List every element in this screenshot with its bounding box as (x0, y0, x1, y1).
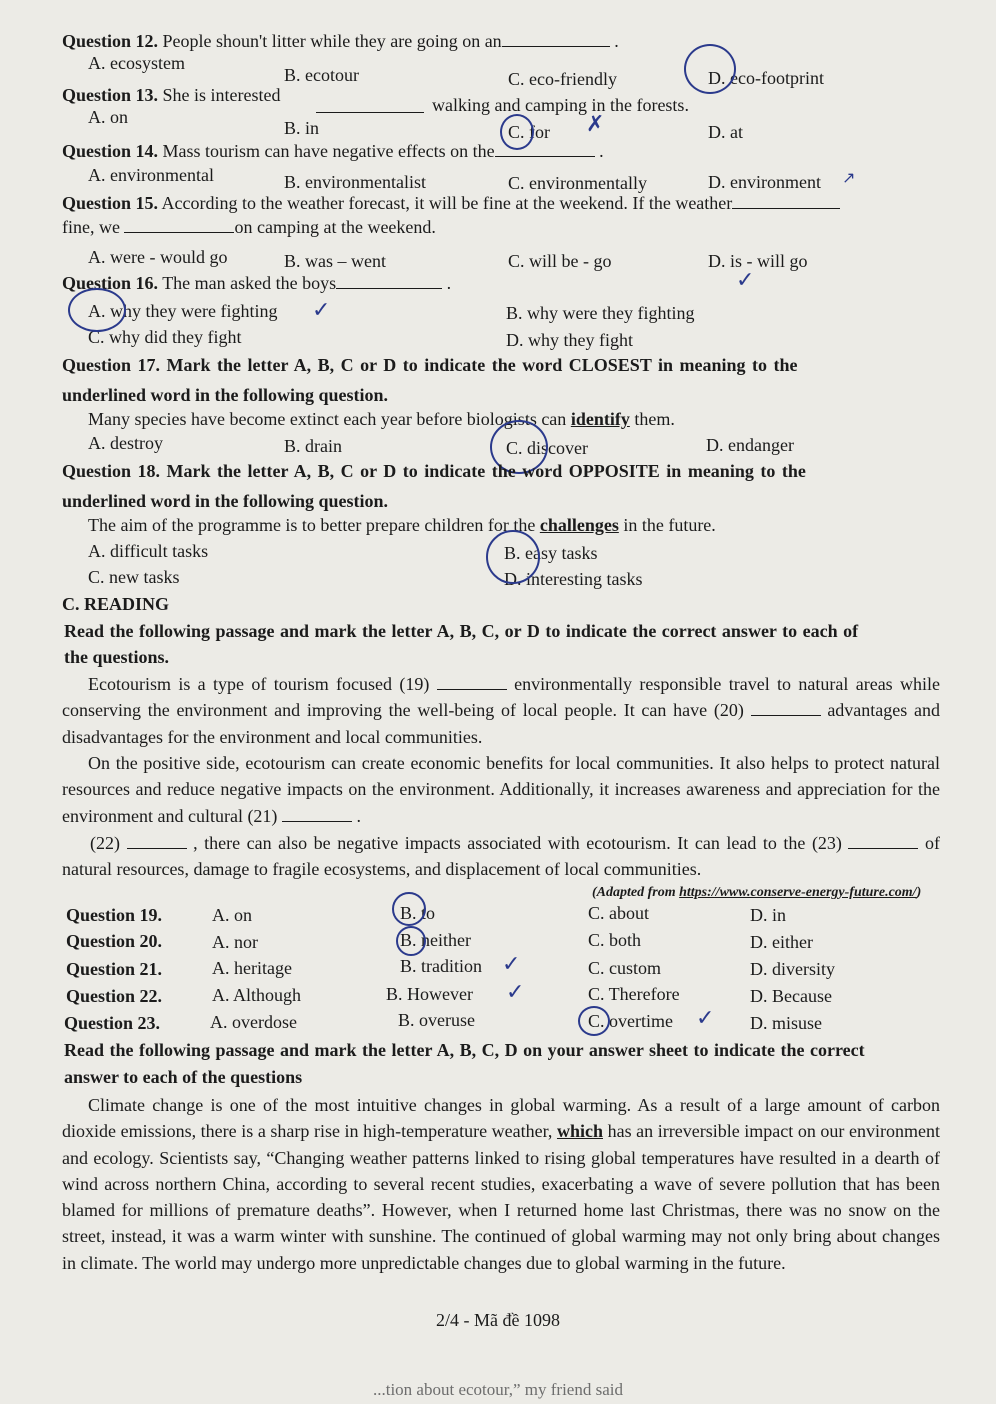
q13-option-a: A. on (88, 107, 128, 127)
q20-option-a: A. nor (212, 932, 258, 952)
answer-blank (124, 218, 234, 233)
q16-option-b: B. why were they fighting (506, 303, 695, 323)
q17-option-d: D. endanger (706, 435, 794, 455)
hand-tick-mark-icon: ✓ (506, 980, 525, 1005)
answer-row-19-label: Question 19. (66, 905, 163, 925)
q15-option-d: D. is - will go (708, 251, 808, 271)
question-17-sentence: Many species have become extinct each year before biologists can identify them. (88, 409, 675, 429)
hand-circle-mark (68, 288, 126, 332)
q23-option-d: D. misuse (750, 1013, 822, 1033)
answer-blank (751, 701, 821, 716)
q14-option-b: B. environmentalist (284, 172, 426, 192)
answer-blank (127, 834, 187, 849)
next-page-bleed-text: ...tion about ecotour,” my friend said (372, 1380, 623, 1399)
reading-2-instruction-2: answer to each of the questions (64, 1067, 303, 1087)
reading-paragraph-3: (22) , there can also be negative impacts associated with ecotourism. It can lead to the (23) of natural resources, damage to fragile ecosystems, and displacement of local communities. (62, 833, 941, 880)
q15-option-a: A. were - would go (88, 247, 228, 267)
hand-circle-mark (396, 926, 426, 956)
q23-option-a: A. overdose (210, 1012, 297, 1032)
underlined-word: identify (570, 409, 630, 429)
question-14-stem: Question 14. Mass tourism can have negative effects on the . (62, 141, 604, 161)
q17-option-b: B. drain (284, 436, 342, 456)
q18-option-b: B. easy tasks (504, 543, 598, 563)
q22-option-a: A. Although (212, 985, 302, 1005)
question-16-stem: Question 16. The man asked the boys . (62, 273, 452, 293)
reading-2-passage: Climate change is one of the most intuitive changes in global warming. As a result of a large amount of carbon dioxide emissions, there is a sharp rise in high-temperature weather, which has an irreversible impact on our environment and ecology. Scientists say, “Changing weather patterns linked to rising global temperatures have resulted in a dearth of wind across northern China, according to several recent studies, exacerbating a wave of severe pollution that has been blamed for millions of premature deaths”. However, when I returned home last Christmas, there was no snow on the street, instead, it was a warm winter with sunshine. The continued of global warming may not only bring about changes in climate. The world may undergo more unpredictable changes due to global warming in the future. (62, 1095, 940, 1273)
question-13-stem-end: walking and camping in the forests. (432, 95, 689, 115)
q14-option-c: C. environmentally (508, 173, 647, 193)
answer-row-22-label: Question 22. (66, 986, 163, 1006)
q12-option-a: A. ecosystem (88, 53, 185, 73)
hand-circle-mark (684, 44, 736, 94)
question-13-stem: Question 13. She is interested (62, 85, 281, 105)
q13-option-b: B. in (284, 118, 320, 138)
question-15-stem: Question 15. According to the weather forecast, it will be fine at the weekend. If the weather (62, 192, 840, 214)
source-citation: (Adapted from https://www.conserve-energy-future.com/) (592, 885, 922, 900)
question-12-stem: Question 12. People shoun't litter while they are going on an . (62, 31, 619, 51)
question-17-instruction-2: underlined word in the following question. (62, 385, 389, 405)
q13-option-d: D. at (708, 122, 743, 142)
q15-option-c: C. will be - go (508, 251, 612, 271)
question-18-sentence: The aim of the programme is to better prepare children for the challenges in the future. (88, 515, 716, 535)
question-12-title: Question 12. (62, 31, 159, 51)
source-link[interactable]: https://www.conserve-energy-future.com/ (679, 885, 917, 900)
hand-circle-mark (392, 892, 426, 926)
answer-row-21-label: Question 21. (66, 959, 163, 979)
q18-option-c: C. new tasks (88, 567, 180, 587)
q17-option-c: C. discover (506, 438, 588, 458)
q21-option-d: D. diversity (750, 959, 835, 979)
answer-blank (732, 194, 840, 209)
q14-option-a: A. environmental (88, 165, 214, 185)
q16-option-d: D. why they fight (506, 330, 633, 350)
q16-option-c: C. why did they fight (88, 327, 242, 347)
reading-instruction: Read the following passage and mark the letter A, B, C, or D to indicate the correct answer to each of (64, 621, 859, 641)
q20-option-b: B. neither (400, 930, 471, 950)
q20-option-c: C. both (588, 930, 642, 950)
hand-circle-mark (486, 530, 540, 584)
answer-blank (316, 96, 424, 118)
q16-option-a: A. why they were fighting (88, 301, 278, 321)
q19-option-d: D. in (750, 905, 786, 925)
hand-cross-mark-icon: ✗ (586, 112, 605, 137)
q23-option-c: C. overtime (588, 1011, 673, 1031)
q20-option-d: D. either (750, 932, 813, 952)
q18-option-a: A. difficult tasks (88, 541, 209, 561)
answer-blank (336, 274, 442, 289)
q21-option-b: B. tradition (400, 956, 482, 976)
answer-blank (282, 807, 352, 822)
q18-option-d: D. interesting tasks (504, 569, 643, 589)
answer-blank (848, 834, 918, 849)
q22-option-c: C. Therefore (588, 984, 680, 1004)
q21-option-c: C. custom (588, 958, 662, 978)
question-17-instruction: Question 17. Mark the letter A, B, C or D to indicate the word CLOSEST in meaning to the (62, 355, 798, 375)
underlined-word: challenges (539, 515, 619, 535)
q14-option-d: D. environment (708, 172, 821, 192)
question-15-stem-2: fine, we on camping at the weekend. (62, 217, 436, 237)
reading-2-instruction: Read the following passage and mark the letter A, B, C, D on your answer sheet to indicate the correct (64, 1040, 865, 1060)
hand-tick-mark-icon: ✓ (312, 298, 331, 323)
q19-option-a: A. on (212, 905, 252, 925)
question-18-instruction: Question 18. Mark the letter A, B, C or D to indicate the word OPPOSITE in meaning to the (62, 461, 806, 481)
q22-option-d: D. Because (750, 986, 832, 1006)
q22-option-b: B. However (386, 984, 473, 1004)
q21-option-a: A. heritage (212, 958, 292, 978)
q23-option-b: B. overuse (398, 1010, 475, 1030)
q13-option-c: C. for (508, 122, 550, 142)
hand-tick-mark-icon: ✓ (502, 952, 521, 977)
q19-option-b: B. to (400, 903, 436, 923)
reading-instruction-2: the questions. (64, 647, 170, 667)
q19-option-c: C. about (588, 903, 649, 923)
answer-blank (437, 675, 507, 690)
q15-option-b: B. was – went (284, 251, 386, 271)
page-footer: 2/4 - Mã đề 1098 (436, 1310, 560, 1330)
hand-tick-mark-icon: ↗ (842, 168, 856, 187)
section-heading: C. READING (62, 594, 170, 614)
q12-option-b: B. ecotour (284, 65, 359, 85)
reading-paragraph-2: On the positive side, ecotourism can create economic benefits for local communities. It also helps to protect natural resources and reduce negative impacts on the environment. Additionally, it increases awareness and appreciation for the environment and cultural (21) . (62, 753, 940, 826)
answer-row-20-label: Question 20. (66, 931, 163, 951)
q12-option-d: D. eco-footprint (708, 68, 824, 88)
hand-tick-mark-icon: ✓ (696, 1006, 715, 1031)
answer-blank (495, 142, 595, 157)
reading-paragraph-1: Ecotourism is a type of tourism focused (19) environmentally responsible travel to natural areas while conserving the environment and improving the well-being of local people. It can have (20) advantages and disadvantages for the environment and local communities. (62, 674, 941, 747)
answer-blank (502, 32, 610, 47)
underlined-word: which (556, 1121, 603, 1142)
hand-circle-mark (578, 1006, 610, 1036)
q17-option-a: A. destroy (88, 433, 163, 453)
answer-row-23-label: Question 23. (64, 1013, 161, 1033)
q12-option-c: C. eco-friendly (508, 69, 617, 89)
question-18-instruction-2: underlined word in the following question. (62, 491, 389, 511)
hand-tick-mark-icon: ✓ (736, 268, 755, 293)
